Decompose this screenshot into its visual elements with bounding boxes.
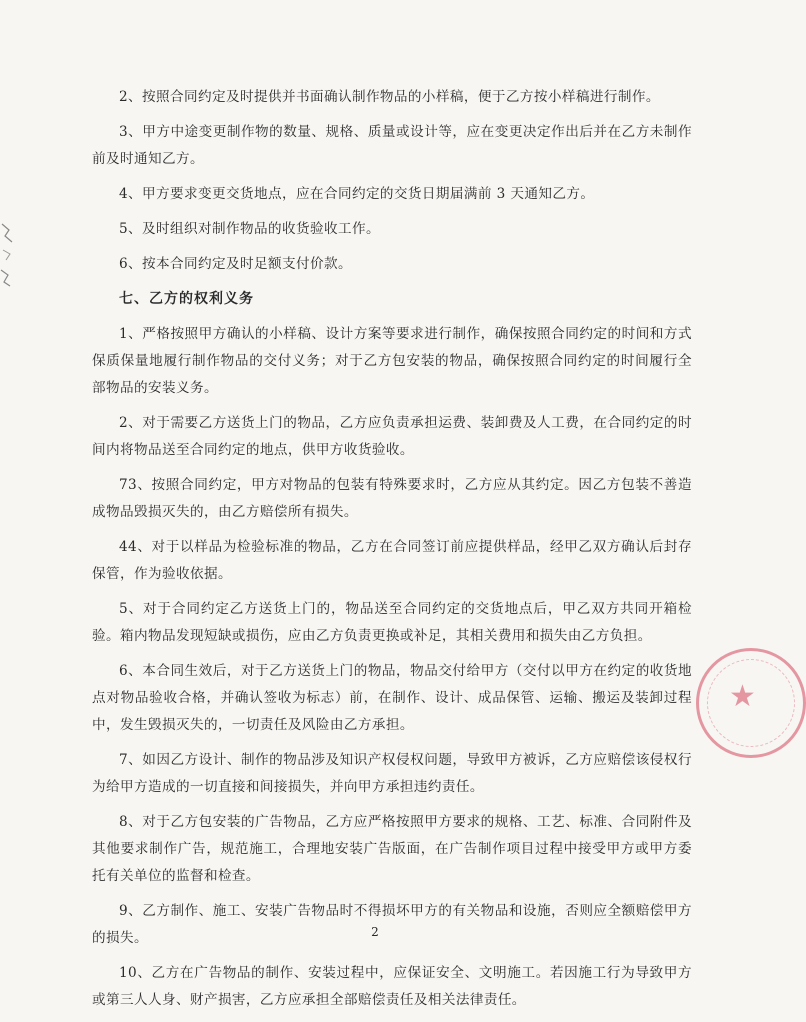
seal-star-icon: ★ — [729, 679, 756, 714]
page-number: 2 — [371, 925, 379, 939]
clause-paragraph: 6、本合同生效后，对于乙方送货上门的物品，物品交付给甲方（交付以甲方在约定的收货地点对物品验收合格，并确认签收为标志）前，在制作、设计、成品保管、运输、搬运及装卸过程中，发生毁损灭失的，一切责任及风险由乙方承担。 — [92, 663, 692, 733]
clause-paragraph: 73、按照合同约定，甲方对物品的包装有特殊要求时，乙方应从其约定。因乙方包装不善造成物品毁损灭失的，由乙方赔偿所有损失。 — [92, 477, 692, 520]
company-seal-stamp — [696, 648, 806, 758]
clause-paragraph: 2、对于需要乙方送货上门的物品，乙方应负责承担运费、装卸费及人工费，在合同约定的时间内将物品送至合同约定的地点，供甲方收货验收。 — [92, 415, 692, 458]
binding-hole-marks — [0, 220, 24, 290]
clause-paragraph: 5、及时组织对制作物品的收货验收工作。 — [119, 221, 380, 237]
document-body — [92, 84, 692, 1022]
clause-paragraph: 4、甲方要求变更交货地点，应在合同约定的交货日期届满前 3 天通知乙方。 — [119, 186, 595, 202]
section-heading: 七、乙方的权利义务 — [119, 291, 254, 307]
clause-paragraph: 10、乙方在广告物品的制作、安装过程中，应保证安全、文明施工。若因施工行为导致甲方或第三人人身、财产损害，乙方应承担全部赔偿责任及相关法律责任。 — [92, 965, 692, 1008]
clause-paragraph: 6、按本合同约定及时足额支付价款。 — [119, 256, 352, 272]
clause-paragraph: 9、乙方制作、施工、安装广告物品时不得损坏甲方的有关物品和设施，否则应全额赔偿甲方的损失。 — [92, 903, 692, 946]
clause-paragraph: 8、对于乙方包安装的广告物品，乙方应严格按照甲方要求的规格、工艺、标准、合同附件及其他要求制作广告，规范施工，合理地安装广告版面，在广告制作项目过程中接受甲方或甲方委托有关单位的监督和检查。 — [92, 814, 692, 884]
clause-paragraph: 5、对于合同约定乙方送货上门的，物品送至合同约定的交货地点后，甲乙双方共同开箱检验。箱内物品发现短缺或损伤，应由乙方负责更换或补足，其相关费用和损失由乙方负担。 — [92, 601, 692, 644]
clause-paragraph: 1、严格按照甲方确认的小样稿、设计方案等要求进行制作，确保按照合同约定的时间和方式保质保量地履行制作物品的交付义务；对于乙方包安装的物品，确保按照合同约定的时间履行全部物品的安装义务。 — [92, 326, 692, 396]
clause-paragraph: 44、对于以样品为检验标准的物品，乙方在合同签订前应提供样品，经甲乙双方确认后封存保管，作为验收依据。 — [92, 539, 692, 582]
clause-paragraph: 7、如因乙方设计、制作的物品涉及知识产权侵权问题，导致甲方被诉，乙方应赔偿该侵权行为给甲方造成的一切直接和间接损失，并向甲方承担违约责任。 — [92, 752, 692, 795]
clause-paragraph: 2、按照合同约定及时提供并书面确认制作物品的小样稿，便于乙方按小样稿进行制作。 — [119, 89, 660, 105]
clause-paragraph: 3、甲方中途变更制作物的数量、规格、质量或设计等，应在变更决定作出后并在乙方未制作前及时通知乙方。 — [92, 124, 692, 167]
